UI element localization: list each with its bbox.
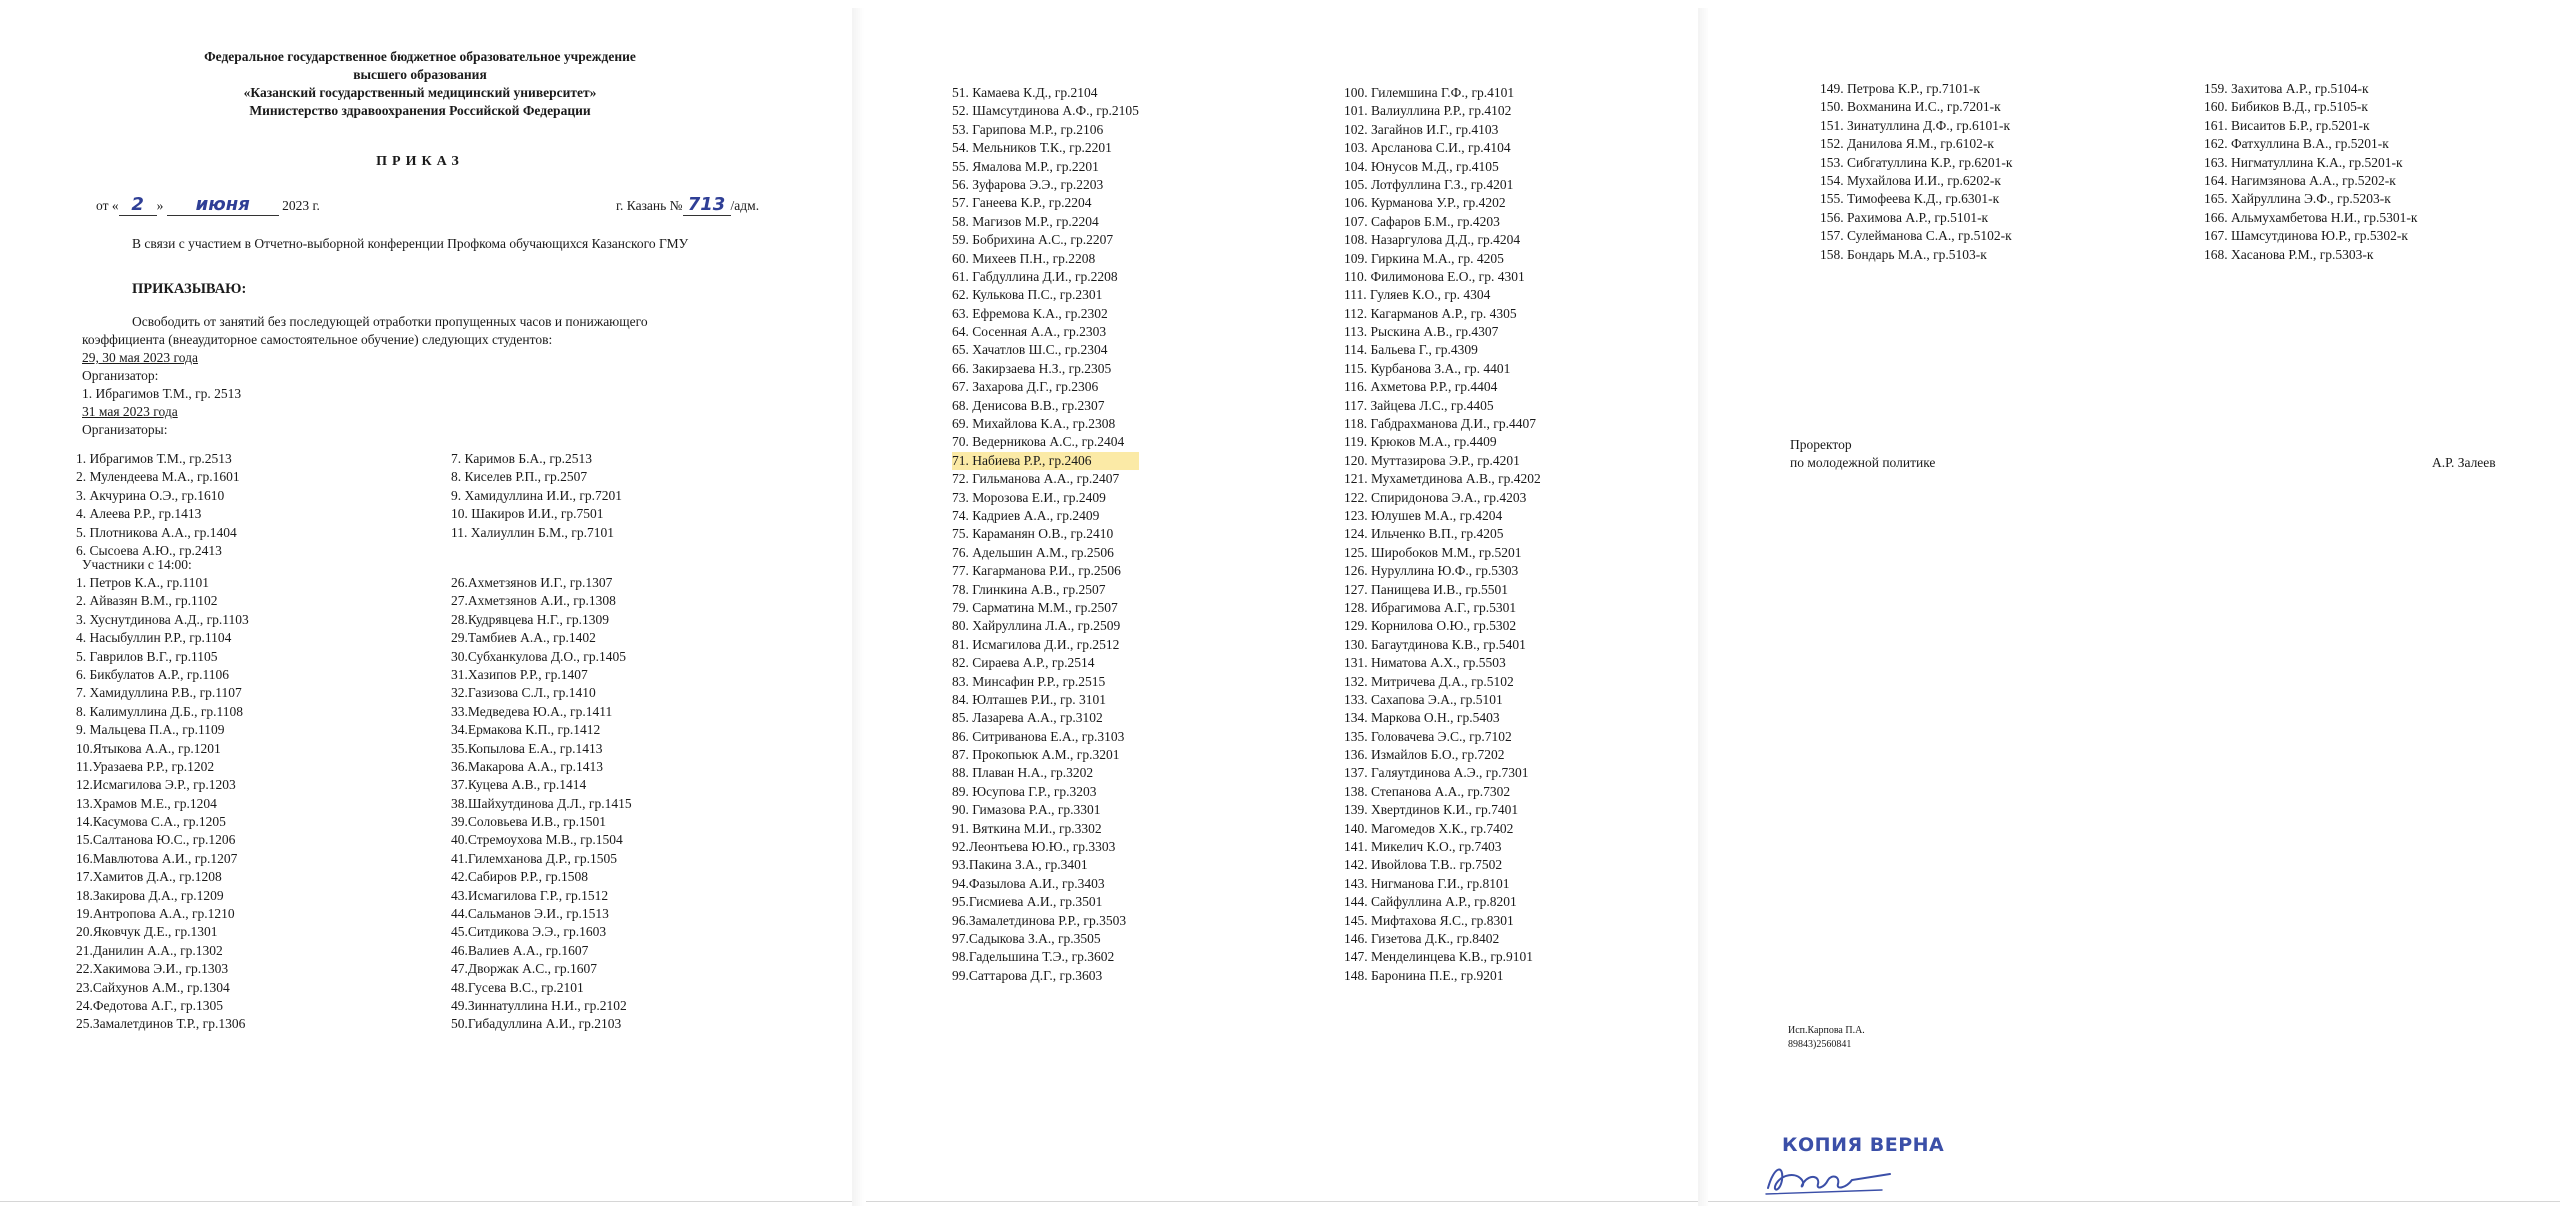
list-item: 3. Акчурина О.Э., гр.1610 xyxy=(76,487,225,503)
list-item: 144. Сайфуллина А.Р., гр.8201 xyxy=(1344,894,1517,910)
list-item: 99.Саттарова Д.Г., гр.3603 xyxy=(952,967,1103,983)
page-3 xyxy=(1708,0,2560,1206)
date-prefix: от « xyxy=(96,198,119,213)
list-item: 126. Нуруллина Ю.Ф., гр.5303 xyxy=(1344,563,1519,579)
list-item: 9. Хамидуллина И.И., гр.7201 xyxy=(451,487,622,503)
list-item: 57. Ганеева К.Р., гр.2204 xyxy=(952,195,1092,211)
list-item: 5. Плотникова А.А., гр.1404 xyxy=(76,524,237,540)
list-item: 85. Лазарева А.А., гр.3102 xyxy=(952,710,1103,726)
list-item: 129. Корнилова О.Ю., гр.5302 xyxy=(1344,618,1517,634)
organizers-label: Организаторы: xyxy=(82,422,168,437)
list-item: 156. Рахимова А.Р., гр.5101-к xyxy=(1820,209,1989,225)
list-item: 112. Кагарманов А.Р., гр. 4305 xyxy=(1344,305,1517,321)
participants-left-list xyxy=(76,574,249,1034)
list-item: 61. Габдуллина Д.И., гр.2208 xyxy=(952,268,1118,284)
list-item: 83. Минсафин Р.Р., гр.2515 xyxy=(952,673,1106,689)
list-item: 77. Кагарманова Р.И., гр.2506 xyxy=(952,563,1121,579)
list-item: 105. Лотфуллина Г.З., гр.4201 xyxy=(1344,176,1514,192)
list-p3-left xyxy=(1820,80,2013,264)
list-item: 46.Валиев А.А., гр.1607 xyxy=(451,942,589,958)
list-item: 56. Зуфарова Э.Э., гр.2203 xyxy=(952,176,1104,192)
signatory-role-line1: Проректор xyxy=(1790,437,1852,452)
list-item: 39.Соловьева И.В., гр.1501 xyxy=(451,814,606,830)
list-item: 31.Хазипов Р.Р., гр.1407 xyxy=(451,666,588,682)
list-item: 80. Хайруллина Л.А., гр.2509 xyxy=(952,618,1121,634)
list-item: 7. Хамидуллина Р.В., гр.1107 xyxy=(76,685,242,701)
list-item: 88. Плаван Н.А., гр.3202 xyxy=(952,765,1094,781)
list-item: 2. Мулендеева М.А., гр.1601 xyxy=(76,469,240,485)
list-item: 115. Курбанова З.А., гр. 4401 xyxy=(1344,360,1511,376)
list-item: 75. Караманян О.В., гр.2410 xyxy=(952,526,1114,542)
signatory-role-line2: по молодежной политике xyxy=(1790,455,1936,470)
list-item: 84. Юлташев Р.И., гр. 3101 xyxy=(952,691,1106,707)
list-item: 92.Леонтьева Ю.Ю., гр.3303 xyxy=(952,839,1116,855)
list-item: 13.Храмов М.Е., гр.1204 xyxy=(76,795,217,811)
list-item: 11. Халиуллин Б.М., гр.7101 xyxy=(451,524,614,540)
list-item: 4. Насыбуллин Р.Р., гр.1104 xyxy=(76,630,232,646)
list-item: 11.Уразаева Р.Р., гр.1202 xyxy=(76,758,215,774)
list-item: 28.Кудрявцева Н.Г., гр.1309 xyxy=(451,611,609,627)
list-item: 8. Киселев Р.П., гр.2507 xyxy=(451,469,588,485)
body-line-2: коэффициента (внеаудиторное самостоятельное обучение) следующих студентов: xyxy=(82,332,553,347)
list-item: 24.Федотова А.Г., гр.1305 xyxy=(76,997,224,1013)
list-item: 5. Гаврилов В.Г., гр.1105 xyxy=(76,648,218,664)
list-item: 121. Мухаметдинова А.В., гр.4202 xyxy=(1344,471,1541,487)
list-item: 34.Ермакова К.П., гр.1412 xyxy=(451,722,601,738)
list-item: 116. Ахметова Р.Р., гр.4404 xyxy=(1344,379,1498,395)
list-item: 142. Ивойлова Т.В.. гр.7502 xyxy=(1344,857,1503,873)
list-item: 90. Гимазова Р.А., гр.3301 xyxy=(952,802,1101,818)
list-item: 86. Ситриванова Е.А., гр.3103 xyxy=(952,728,1125,744)
list-item: 155. Тимофеева К.Д., гр.6301-к xyxy=(1820,191,2000,207)
list-item: 140. Магомедов Х.К., гр.7402 xyxy=(1344,820,1514,836)
list-p2-left xyxy=(952,84,1139,985)
list-item: 119. Крюков М.А., гр.4409 xyxy=(1344,434,1497,450)
list-item: 35.Копылова Е.А., гр.1413 xyxy=(451,740,603,756)
city-text: г. Казань № xyxy=(616,198,683,213)
list-item: 78. Глинкина А.В., гр.2507 xyxy=(952,581,1106,597)
list-item: 9. Мальцева П.А., гр.1109 xyxy=(76,722,225,738)
list-item: 33.Медведева Ю.А., гр.1411 xyxy=(451,703,613,719)
organizer: 1. Ибрагимов Т.М., гр. 2513 xyxy=(82,386,242,401)
list-item: 76. Адельшин А.М., гр.2506 xyxy=(952,544,1114,560)
list-item: 124. Ильченко В.П., гр.4205 xyxy=(1344,526,1504,542)
list-item: 15.Салтанова Ю.С., гр.1206 xyxy=(76,832,236,848)
list-item: 87. Прокопьюк А.М., гр.3201 xyxy=(952,747,1120,763)
list-item: 118. Габдрахманова Д.И., гр.4407 xyxy=(1344,416,1536,432)
org-header-line4: Министерство здравоохранения Российской Федерации xyxy=(249,103,591,118)
list-item: 120. Муттазирова Э.Р., гр.4201 xyxy=(1344,452,1520,468)
list-item: 110. Филимонова Е.О., гр. 4301 xyxy=(1344,268,1525,284)
list-item: 27.Ахметзянов А.И., гр.1308 xyxy=(451,593,616,609)
list-item: 26.Ахметзянов И.Г., гр.1307 xyxy=(451,575,613,590)
list-item: 41.Гилемханова Д.Р., гр.1505 xyxy=(451,850,617,866)
list-item: 94.Фазылова А.И., гр.3403 xyxy=(952,875,1105,891)
page-1-bottom-line xyxy=(0,1201,852,1202)
signatory-name: А.Р. Залеев xyxy=(2432,455,2496,470)
list-item: 52. Шамсутдинова А.Ф., гр.2105 xyxy=(952,103,1139,119)
participants-label: Участники с 14:00: xyxy=(82,557,192,572)
page-2-bottom-line xyxy=(866,1201,1700,1202)
list-p2-right xyxy=(1344,84,1541,985)
list-item: 73. Морозова Е.И., гр.2409 xyxy=(952,489,1106,505)
list-item: 163. Нигматуллина К.А., гр.5201-к xyxy=(2204,154,2403,170)
page-divider-1 xyxy=(852,8,864,1206)
list-item: 125. Широбоков М.М., гр.5201 xyxy=(1344,544,1522,560)
list-item: 97.Садыкова З.А., гр.3505 xyxy=(952,930,1101,946)
date-day: 2 xyxy=(131,194,144,215)
list-item: 127. Панищева И.В., гр.5501 xyxy=(1344,581,1509,597)
list-item: 91. Вяткина М.И., гр.3302 xyxy=(952,820,1102,836)
list-item: 70. Ведерникова А.С., гр.2404 xyxy=(952,434,1125,450)
handwritten-signature-icon xyxy=(1762,1158,1902,1198)
list-item: 50.Гибадуллина А.И., гр.2103 xyxy=(451,1016,622,1032)
copy-true-stamp: КОПИЯ ВЕРНА xyxy=(1782,1134,1945,1156)
list-item: 10.Ятыкова А.А., гр.1201 xyxy=(76,740,221,756)
list-item: 32.Газизова С.Л., гр.1410 xyxy=(451,685,596,701)
list-item: 49.Зиннатуллина Н.И., гр.2102 xyxy=(451,997,627,1013)
list-item: 136. Измайлов Б.О., гр.7202 xyxy=(1344,747,1505,763)
list-item: 60. Михеев П.Н., гр.2208 xyxy=(952,250,1096,266)
list-item: 44.Сальманов Э.И., гр.1513 xyxy=(451,906,609,922)
list-item: 7. Каримов Б.А., гр.2513 xyxy=(451,451,592,466)
list-item: 69. Михайлова К.А., гр.2308 xyxy=(952,416,1116,432)
list-item: 152. Данилова Я.М., гр.6102-к xyxy=(1820,136,1994,152)
preamble: В связи с участием в Отчетно-выборной конференции Профкома обучающихся Казанского ГМУ xyxy=(132,236,689,251)
list-item: 38.Шайхутдинова Д.Л., гр.1415 xyxy=(451,795,632,811)
org-header-line3: «Казанский государственный медицинский университет» xyxy=(243,85,597,100)
list-item: 25.Замалетдинов Т.Р., гр.1306 xyxy=(76,1016,246,1032)
list-item: 168. Хасанова Р.М., гр.5303-к xyxy=(2204,246,2374,262)
list-item: 37.Куцева А.В., гр.1414 xyxy=(451,777,587,793)
list-item: 12.Исмагилова Э.Р., гр.1203 xyxy=(76,777,236,793)
list-item: 10. Шакиров И.И., гр.7501 xyxy=(451,506,604,522)
list-item: 166. Альмухамбетова Н.И., гр.5301-к xyxy=(2204,209,2418,225)
list-item: 29.Тамбиев А.А., гр.1402 xyxy=(451,630,596,646)
list-item: 106. Курманова У.Р., гр.4202 xyxy=(1344,195,1506,211)
list-item: 54. Мельников Т.К., гр.2201 xyxy=(952,140,1112,156)
list-item: 150. Вохманина И.С., гр.7201-к xyxy=(1820,99,2001,115)
list-item: 48.Гусева В.С., гр.2101 xyxy=(451,979,584,995)
organizers-left-list xyxy=(76,450,240,560)
list-item: 122. Спиридонова Э.А., гр.4203 xyxy=(1344,489,1527,505)
page-2 xyxy=(866,0,1700,1206)
order-word: ПРИКАЗЫВАЮ: xyxy=(132,281,247,297)
order-number: 713 xyxy=(687,194,726,215)
list-item: 109. Гиркина М.А., гр. 4205 xyxy=(1344,250,1504,266)
list-item: 53. Гарипова М.Р., гр.2106 xyxy=(952,121,1104,137)
list-item: 2. Айвазян В.М., гр.1102 xyxy=(76,593,218,609)
list-item: 68. Денисова В.В., гр.2307 xyxy=(952,397,1105,413)
list-item: 153. Сибгатуллина К.Р., гр.6201-к xyxy=(1820,154,2013,170)
list-item: 137. Галяутдинова А.Э., гр.7301 xyxy=(1344,765,1529,781)
list-item: 100. Гилемшина Г.Ф., гр.4101 xyxy=(1344,85,1515,100)
list-item: 162. Фатхуллина В.А., гр.5201-к xyxy=(2204,136,2389,152)
list-item: 157. Сулейманова С.А., гр.5102-к xyxy=(1820,228,2012,244)
list-item: 101. Валиуллина Р.Р., гр.4102 xyxy=(1344,103,1512,119)
org-header-line2: высшего образования xyxy=(353,67,487,82)
list-item: 36.Макарова А.А., гр.1413 xyxy=(451,758,603,774)
list-item: 113. Рыскина А.В., гр.4307 xyxy=(1344,324,1499,340)
list-item: 14.Касумова С.А., гр.1205 xyxy=(76,814,226,830)
date-year: 2023 г. xyxy=(282,198,320,213)
list-item: 45.Ситдикова Э.Э., гр.1603 xyxy=(451,924,607,940)
list-item: 114. Бальева Г., гр.4309 xyxy=(1344,342,1478,358)
list-item: 117. Зайцева Л.С., гр.4405 xyxy=(1344,397,1494,413)
list-item: 18.Закирова Д.А., гр.1209 xyxy=(76,887,224,903)
list-item: 67. Захарова Д.Г., гр.2306 xyxy=(952,379,1099,395)
list-item: 51. Камаева К.Д., гр.2104 xyxy=(952,85,1098,100)
date-month: июня xyxy=(195,194,250,215)
list-item: 98.Гадельшина Т.Э., гр.3602 xyxy=(952,949,1115,965)
list-item: 111. Гуляев К.О., гр. 4304 xyxy=(1344,287,1491,303)
list-item: 160. Бибиков В.Д., гр.5105-к xyxy=(2204,99,2368,115)
list-item: 63. Ефремова К.А., гр.2302 xyxy=(952,305,1108,321)
order-city-number xyxy=(616,196,759,216)
list-item: 58. Магизов М.Р., гр.2204 xyxy=(952,213,1099,229)
list-item: 151. Зинатуллина Д.Ф., гр.6101-к xyxy=(1820,117,2011,133)
list-item: 82. Сираева А.Р., гр.2514 xyxy=(952,655,1095,671)
list-item: 96.Замалетдинова Р.Р., гр.3503 xyxy=(952,912,1127,928)
list-item: 17.Хамитов Д.А., гр.1208 xyxy=(76,869,222,885)
list-item: 95.Гисмиева А.И., гр.3501 xyxy=(952,894,1103,910)
list-item: 71. Набиева Р.Р., гр.2406 xyxy=(952,452,1139,470)
list-item: 23.Сайхунов А.М., гр.1304 xyxy=(76,979,230,995)
list-item: 108. Назаргулова Д.Д., гр.4204 xyxy=(1344,232,1521,248)
date-mid: » xyxy=(156,198,164,213)
list-item: 66. Закирзаева Н.З., гр.2305 xyxy=(952,360,1112,376)
list-item: 20.Яковчук Д.Е., гр.1301 xyxy=(76,924,218,940)
list-item: 64. Сосенная А.А., гр.2303 xyxy=(952,324,1107,340)
list-item: 134. Маркова О.Н., гр.5403 xyxy=(1344,710,1500,726)
list-item: 43.Исмагилова Г.Р., гр.1512 xyxy=(451,887,609,903)
list-item: 72. Гильманова А.А., гр.2407 xyxy=(952,471,1120,487)
list-item: 21.Данилин А.А., гр.1302 xyxy=(76,942,223,958)
list-item: 132. Митричева Д.А., гр.5102 xyxy=(1344,673,1514,689)
org-header-line1: Федеральное государственное бюджетное образовательное учреждение xyxy=(204,49,636,64)
list-item: 135. Головачева Э.С., гр.7102 xyxy=(1344,728,1512,744)
list-item: 158. Бондарь М.А., гр.5103-к xyxy=(1820,246,1987,262)
list-item: 143. Нигманова Г.И., гр.8101 xyxy=(1344,875,1510,891)
list-item: 148. Баронина П.Е., гр.9201 xyxy=(1344,967,1504,983)
list-item: 147. Менделинцева К.В., гр.9101 xyxy=(1344,949,1534,965)
list-item: 104. Юнусов М.Д., гр.4105 xyxy=(1344,158,1499,174)
list-item: 146. Гизетова Д.К., гр.8402 xyxy=(1344,930,1500,946)
list-item: 128. Ибрагимова А.Г., гр.5301 xyxy=(1344,599,1517,615)
list-item: 6. Сысоева А.Ю., гр.2413 xyxy=(76,542,222,558)
list-item: 165. Хайруллина Э.Ф., гр.5203-к xyxy=(2204,191,2391,207)
list-item: 74. Кадриев А.А., гр.2409 xyxy=(952,507,1100,523)
list-item: 164. Нагимзянова А.А., гр.5202-к xyxy=(2204,172,2396,188)
order-date xyxy=(96,196,320,216)
list-item: 30.Субханкулова Д.О., гр.1405 xyxy=(451,648,626,664)
list-item: 141. Микелич К.О., гр.7403 xyxy=(1344,839,1502,855)
list-item: 167. Шамсутдинова Ю.Р., гр.5302-к xyxy=(2204,228,2408,244)
page-3-bottom-line xyxy=(1708,1201,2560,1202)
list-item: 79. Сарматина М.М., гр.2507 xyxy=(952,599,1118,615)
body-line-1: Освободить от занятий без последующей отработки пропущенных часов и понижающего xyxy=(132,314,648,329)
list-item: 19.Антропова А.А., гр.1210 xyxy=(76,906,235,922)
list-item: 8. Калимуллина Д.Б., гр.1108 xyxy=(76,703,244,719)
list-item: 6. Бикбулатов А.Р., гр.1106 xyxy=(76,666,230,682)
organizer-label: Организатор: xyxy=(82,368,159,383)
list-item: 154. Мухайлова И.И., гр.6202-к xyxy=(1820,172,2001,188)
list-item: 65. Хачатлов Ш.С., гр.2304 xyxy=(952,342,1108,358)
list-item: 59. Бобрихина А.С., гр.2207 xyxy=(952,232,1114,248)
list-item: 1. Петров К.А., гр.1101 xyxy=(76,575,209,590)
list-item: 47.Дворжак А.С., гр.1607 xyxy=(451,961,598,977)
executor-phone: 89843)2560841 xyxy=(1788,1039,1852,1050)
list-item: 145. Мифтахова Я.С., гр.8301 xyxy=(1344,912,1514,928)
list-item: 1. Ибрагимов Т.М., гр.2513 xyxy=(76,451,232,466)
list-item: 161. Висаитов Б.Р., гр.5201-к xyxy=(2204,117,2370,133)
list-item: 139. Хвертдинов К.И., гр.7401 xyxy=(1344,802,1519,818)
list-p3-right xyxy=(2204,80,2417,264)
list-item: 4. Алеева Р.Р., гр.1413 xyxy=(76,506,202,522)
list-item: 159. Захитова А.Р., гр.5104-к xyxy=(2204,81,2369,96)
list-item: 102. Загайнов И.Г., гр.4103 xyxy=(1344,121,1499,137)
participants-right-list xyxy=(451,574,632,1034)
executor-name: Исп.Карпова П.А. xyxy=(1788,1025,1865,1036)
list-item: 133. Сахапова Э.А., гр.5101 xyxy=(1344,691,1503,707)
list-item: 40.Стремоухова М.В., гр.1504 xyxy=(451,832,623,848)
list-item: 123. Юлушев М.А., гр.4204 xyxy=(1344,507,1503,523)
document-title: ПРИКАЗ xyxy=(376,154,464,169)
list-item: 16.Мавлютова А.И., гр.1207 xyxy=(76,850,238,866)
list-item: 22.Хакимова Э.И., гр.1303 xyxy=(76,961,229,977)
list-item: 42.Сабиров Р.Р., гр.1508 xyxy=(451,869,589,885)
list-item: 149. Петрова К.Р., гр.7101-к xyxy=(1820,81,1980,96)
list-item: 130. Багаутдинова К.В., гр.5401 xyxy=(1344,636,1526,652)
list-item: 89. Юсупова Г.Р., гр.3203 xyxy=(952,783,1097,799)
list-item: 107. Сафаров Б.М., гр.4203 xyxy=(1344,213,1500,229)
list-item: 93.Пакина З.А., гр.3401 xyxy=(952,857,1088,873)
list-item: 103. Арсланова С.И., гр.4104 xyxy=(1344,140,1511,156)
list-item: 138. Степанова А.А., гр.7302 xyxy=(1344,783,1511,799)
page-1 xyxy=(0,0,852,1206)
list-item: 3. Хуснутдинова А.Д., гр.1103 xyxy=(76,611,249,627)
list-item: 62. Кулькова П.С., гр.2301 xyxy=(952,287,1103,303)
organizers-right-list xyxy=(451,450,622,542)
order-number-suffix: /адм. xyxy=(730,198,760,213)
date-2: 31 мая 2023 года xyxy=(82,404,178,419)
list-item: 131. Ниматова А.Х., гр.5503 xyxy=(1344,655,1506,671)
list-item: 55. Ямалова М.Р., гр.2201 xyxy=(952,158,1099,174)
list-item: 81. Исмагилова Д.И., гр.2512 xyxy=(952,636,1120,652)
date-1: 29, 30 мая 2023 года xyxy=(82,350,198,365)
